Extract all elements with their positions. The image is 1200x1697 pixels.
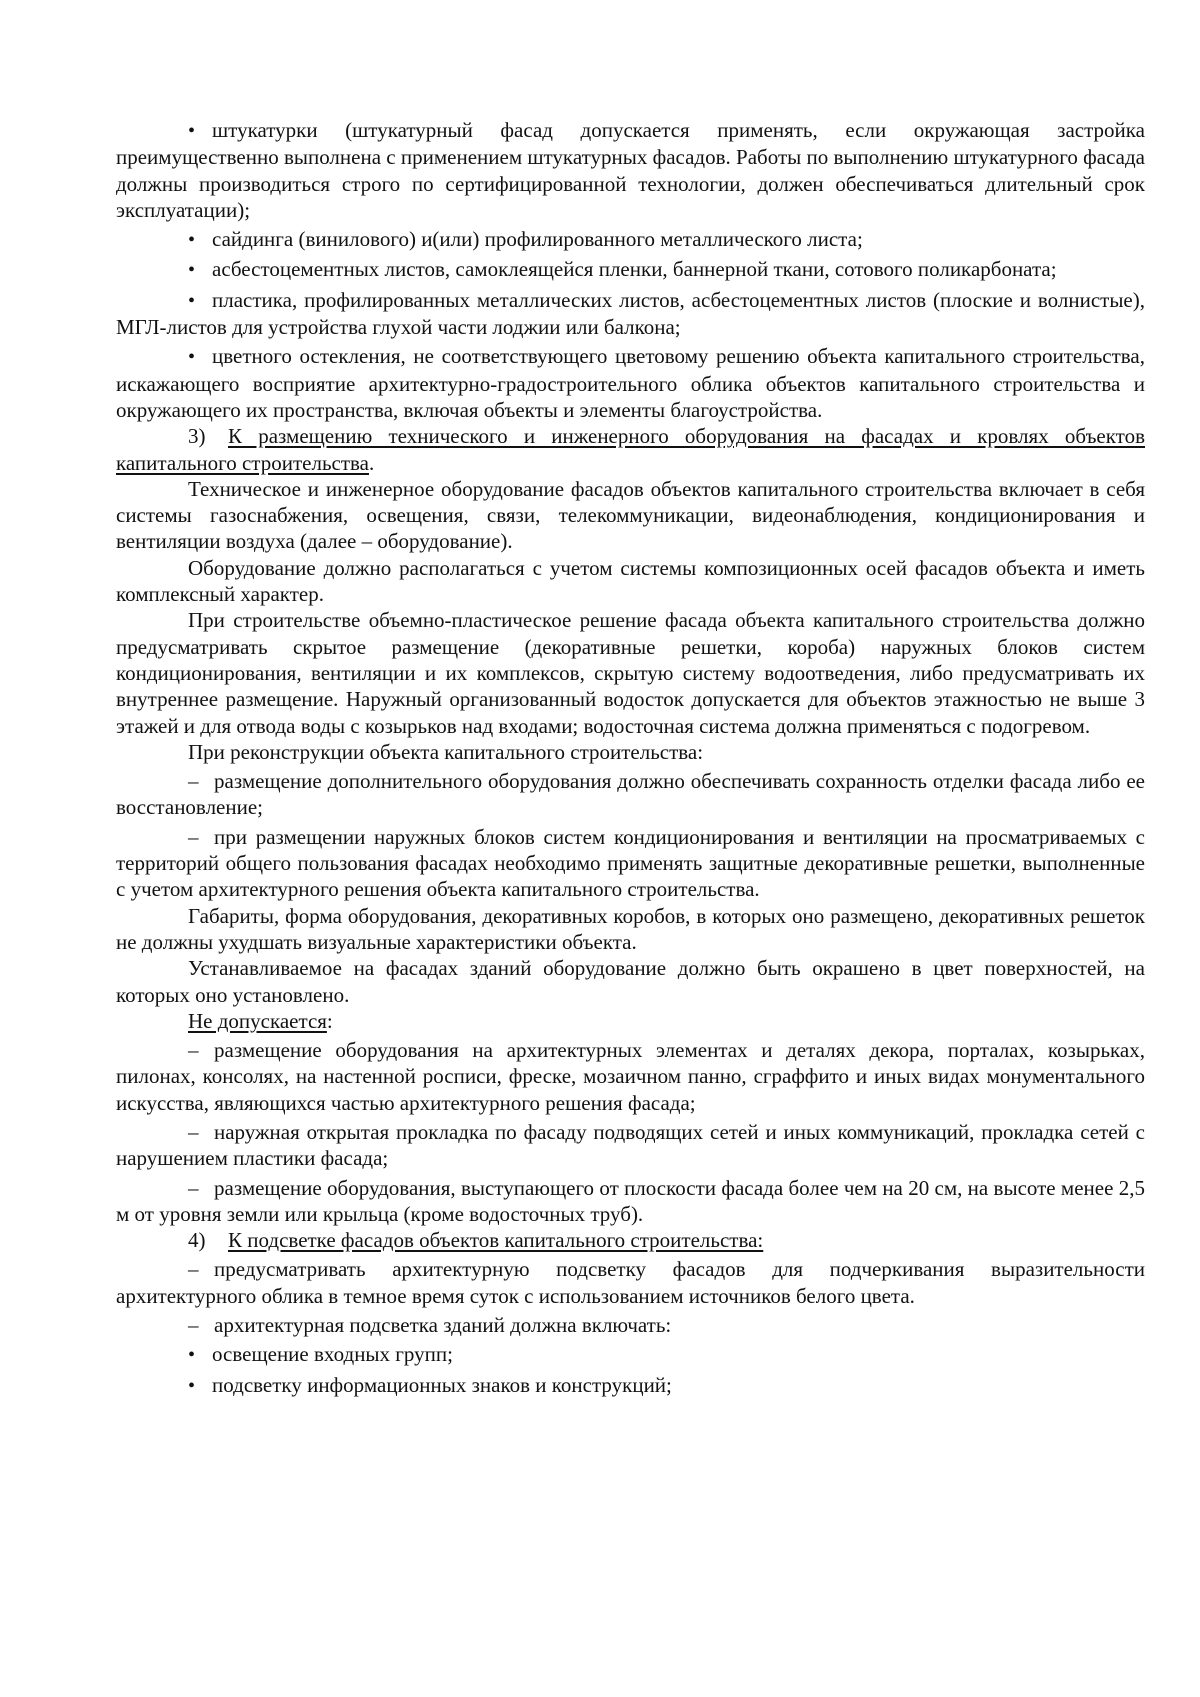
bullet-icon: • <box>188 1374 196 1397</box>
list-item: • штукатурки (штукатурный фасад допускается применять, если окружающая застройка преимущественно выполнена с применением штукатурных фасадов. Работы по выполнению штукатурного фасада должны производиться строго по сертифицированной технологии, должен обеспечиваться длительный срок эксплуатации); <box>116 118 1145 222</box>
paragraph: Устанавливаемое на фасадах зданий оборудование должно быть окрашено в цвет поверхностей, на которых оно установлено. <box>116 956 1145 1007</box>
paragraph: Оборудование должно располагаться с учетом системы композиционных осей фасадов объекта и иметь комплексный характер. <box>116 555 1145 607</box>
list-item: – размещение оборудования, выступающего от плоскости фасада более чем на 20 см, на высоте менее 2,5 м от уровня земли или крыльца (кроме водосточных труб). <box>116 1175 1145 1226</box>
bullet-icon: • <box>188 289 196 312</box>
bullet-icon: • <box>188 346 196 369</box>
list-item: – размещение оборудования на архитектурных элементах и деталях декора, порталах, козырьках, пилонах, консолях, на настенной росписи, фреске, мозаичном панно, сграффито и иных видах монументального искусства, являющихся частью архитектурного решения фасада; <box>116 1038 1145 1115</box>
list-item: • подсветку информационных знаков и конструкций; <box>116 1369 1145 1399</box>
bullet-icon: • <box>188 120 196 142</box>
not-allowed-label: Не допускается: <box>188 1008 333 1033</box>
paragraph: Техническое и инженерное оборудование фасадов объектов капитального строительства включает в себя системы газоснабжения, освещения, связи, телекоммуникации, видеонаблюдения, кондиционирования и вентиляции воздуха (далее – оборудование). <box>116 476 1145 554</box>
list-item: – предусматривать архитектурную подсветку фасадов для подчеркивания выразительности архитектурного облика в темное время суток с использованием источников белого цвета. <box>116 1257 1145 1308</box>
list-item: • цветного остекления, не соответствующего цветовому решению объекта капитального строительства, искажающего восприятие архитектурно-градостроительного облика объектов капитального строительства и окружающего их пространства, включая объекты и элементы благоустройства. <box>116 344 1145 422</box>
dash-icon: – <box>188 1313 199 1338</box>
list-item: – наружная открытая прокладка по фасаду подводящих сетей и иных коммуникаций, прокладка сетей с нарушением пластики фасада; <box>116 1119 1145 1171</box>
dash-icon: – <box>188 1257 199 1282</box>
list-item: – размещение дополнительного оборудования должно обеспечивать сохранность отделки фасада либо ее восстановление; <box>116 769 1145 820</box>
dash-icon: – <box>188 1175 199 1200</box>
section-title: К подсветке фасадов объектов капитального строительства: <box>228 1228 764 1253</box>
section-heading-3: 3) К размещению технического и инженерного оборудования на фасадах и кровлях объектов капитального строительства. <box>116 424 1145 475</box>
list-item: • освещение входных групп; <box>116 1338 1145 1368</box>
paragraph: Габариты, форма оборудования, декоративных коробов, в которых оно размещено, декоративных решеток не должны ухудшать визуальные характеристики объекта. <box>116 903 1145 954</box>
dash-icon: – <box>188 1038 199 1063</box>
list-item: • сайдинга (винилового) и(или) профилированного металлического листа; <box>116 223 1145 253</box>
bullet-icon: • <box>188 259 196 282</box>
section-heading-4: 4) К подсветке фасадов объектов капитального строительства: <box>188 1228 764 1253</box>
bullet-icon: • <box>188 229 196 252</box>
document-page <box>116 117 1145 1399</box>
paragraph: При строительстве объемно-пластическое решение фасада объекта капитального строительства должно предусматривать скрытое размещение (декоративные решетки, короба) наружных блоков систем кондиционирования, вентиляции и их комплексов, скрытую систему водоотведения, либо предусматривать их внутреннее размещение. Наружный организованный водосток допускается для объектов этажностью не выше 3 этажей и для отвода воды с козырьков над входами; водосточная система должна применяться с подогревом. <box>116 608 1145 738</box>
paragraph: При реконструкции объекта капитального строительства: <box>188 739 704 764</box>
dash-icon: – <box>188 769 199 794</box>
list-item: – архитектурная подсветка зданий должна включать: <box>188 1313 672 1338</box>
list-item: – при размещении наружных блоков систем кондиционирования и вентиляции на просматриваемых с территорий общего пользования фасадах необходимо применять защитные декоративные решетки, выполненные с учетом архитектурного решения объекта капитального строительства. <box>116 824 1145 902</box>
dash-icon: – <box>188 824 199 849</box>
section-title: К размещению технического и инженерного оборудования на фасадах и кровлях объектов капитального строительства <box>116 424 1145 475</box>
list-item: • асбестоцементных листов, самоклеящейся пленки, баннерной ткани, сотового поликарбоната; <box>116 253 1145 283</box>
bullet-icon: • <box>188 1344 196 1367</box>
list-item: • пластика, профилированных металлических листов, асбестоцементных листов (плоские и волнистые), МГЛ-листов для устройства глухой части лоджии или балкона; <box>116 287 1145 340</box>
dash-icon: – <box>188 1119 199 1144</box>
